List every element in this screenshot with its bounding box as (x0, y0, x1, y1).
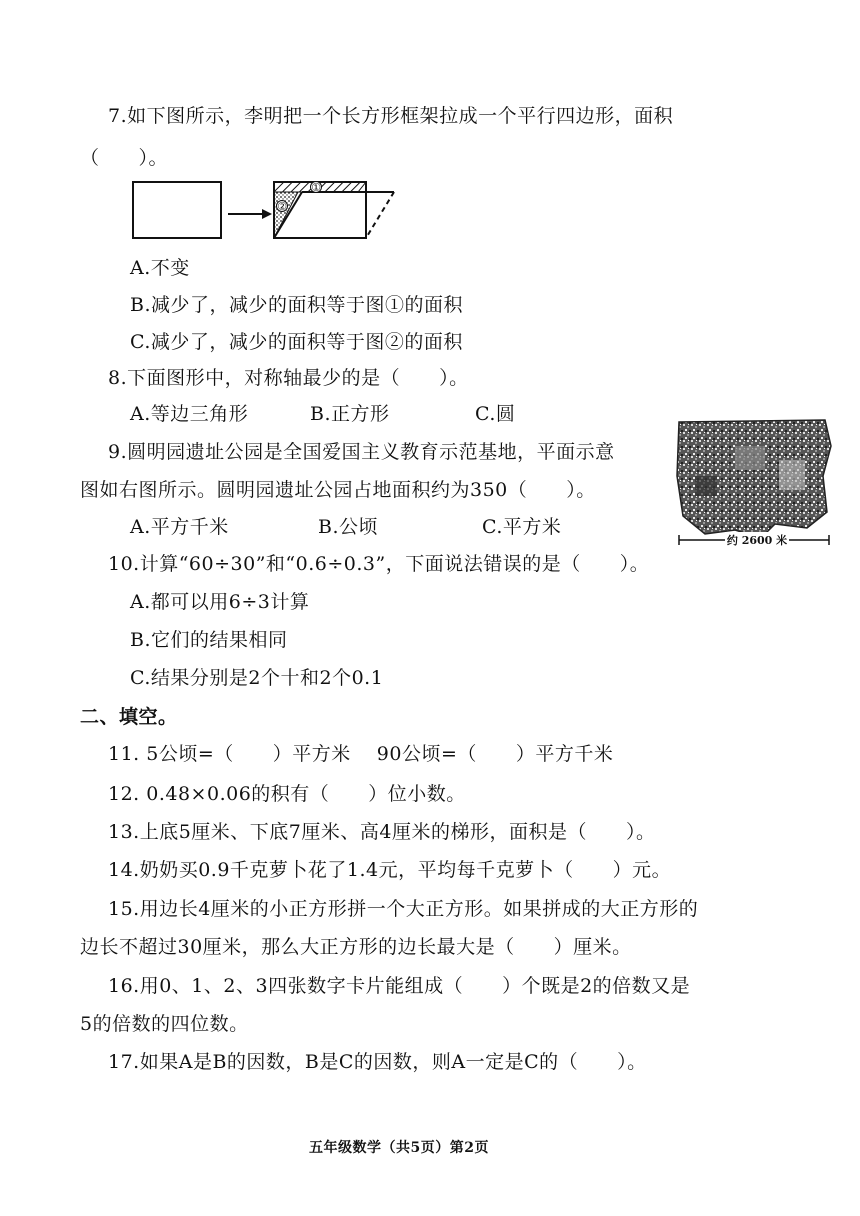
q17-text: 17.如果A是B的因数，B是C的因数，则A一定是C的（ ）。 (108, 1051, 647, 1073)
rectangle-shape (133, 182, 221, 238)
parallelogram-dashed-right (366, 192, 394, 238)
q9-stem-line2: 图如右图所示。圆明园遗址公园占地面积约为350（ ）。 (80, 479, 596, 501)
yuanmingyuan-map-image (675, 416, 835, 548)
q16-line1: 16.用0、1、2、3四张数字卡片能组成（ ）个既是2的倍数又是 (108, 975, 691, 997)
q15-line2: 边长不超过30厘米，那么大正方形的边长最大是（ ）厘米。 (80, 936, 632, 958)
q8-option-c: C.圆 (475, 403, 516, 425)
q16-line2: 5的倍数的四位数。 (80, 1013, 249, 1035)
q8-stem: 8.下面图形中，对称轴最少的是（ ）。 (108, 367, 469, 389)
q7-option-a: A.不变 (130, 257, 190, 279)
q7-option-c: C.减少了，减少的面积等于图②的面积 (130, 331, 463, 353)
q7-figure (128, 176, 428, 256)
label-1: ① (311, 181, 321, 194)
section-2-title: 二、填空。 (80, 706, 178, 728)
q10-option-a: A.都可以用6÷3计算 (130, 591, 310, 613)
q13-text: 13.上底5厘米、下底7厘米、高4厘米的梯形，面积是（ ）。 (108, 821, 656, 843)
page-footer: 五年级数学（共5页）第2页 (309, 1140, 489, 1156)
q9-option-a: A.平方千米 (130, 516, 229, 538)
q7-stem-line1: 7.如下图所示，李明把一个长方形框架拉成一个平行四边形，面积 (108, 105, 674, 127)
q8-option-a: A.等边三角形 (130, 403, 249, 425)
q14-text: 14.奶奶买0.9千克萝卜花了1.4元，平均每千克萝卜（ ）元。 (108, 859, 672, 881)
arrow-head (262, 209, 272, 219)
q8-option-b: B.正方形 (310, 403, 390, 425)
q10-option-c: C.结果分别是2个十和2个0.1 (130, 667, 384, 689)
q15-line1: 15.用边长4厘米的小正方形拼一个大正方形。如果拼成的大正方形的 (108, 898, 699, 920)
q11-text: 11. 5公顷=（ ）平方米 90公顷=（ ）平方千米 (108, 743, 614, 765)
q7-stem-line2: （ ）。 (80, 147, 169, 169)
label-2: ② (277, 200, 287, 213)
q12-text: 12. 0.48×0.06的积有（ ）位小数。 (108, 783, 466, 805)
q9-option-b: B.公顷 (318, 516, 379, 538)
q10-option-b: B.它们的结果相同 (130, 629, 288, 651)
map-scale-label: 约 2600 米 (726, 534, 788, 547)
q9-stem-line1: 9.圆明园遗址公园是全国爱国主义教育示范基地，平面示意 (108, 441, 615, 463)
q10-stem: 10.计算“60÷30”和“0.6÷0.3”，下面说法错误的是（ ）。 (108, 553, 650, 575)
q7-option-b: B.减少了，减少的面积等于图①的面积 (130, 294, 464, 316)
q9-option-c: C.平方米 (482, 516, 562, 538)
